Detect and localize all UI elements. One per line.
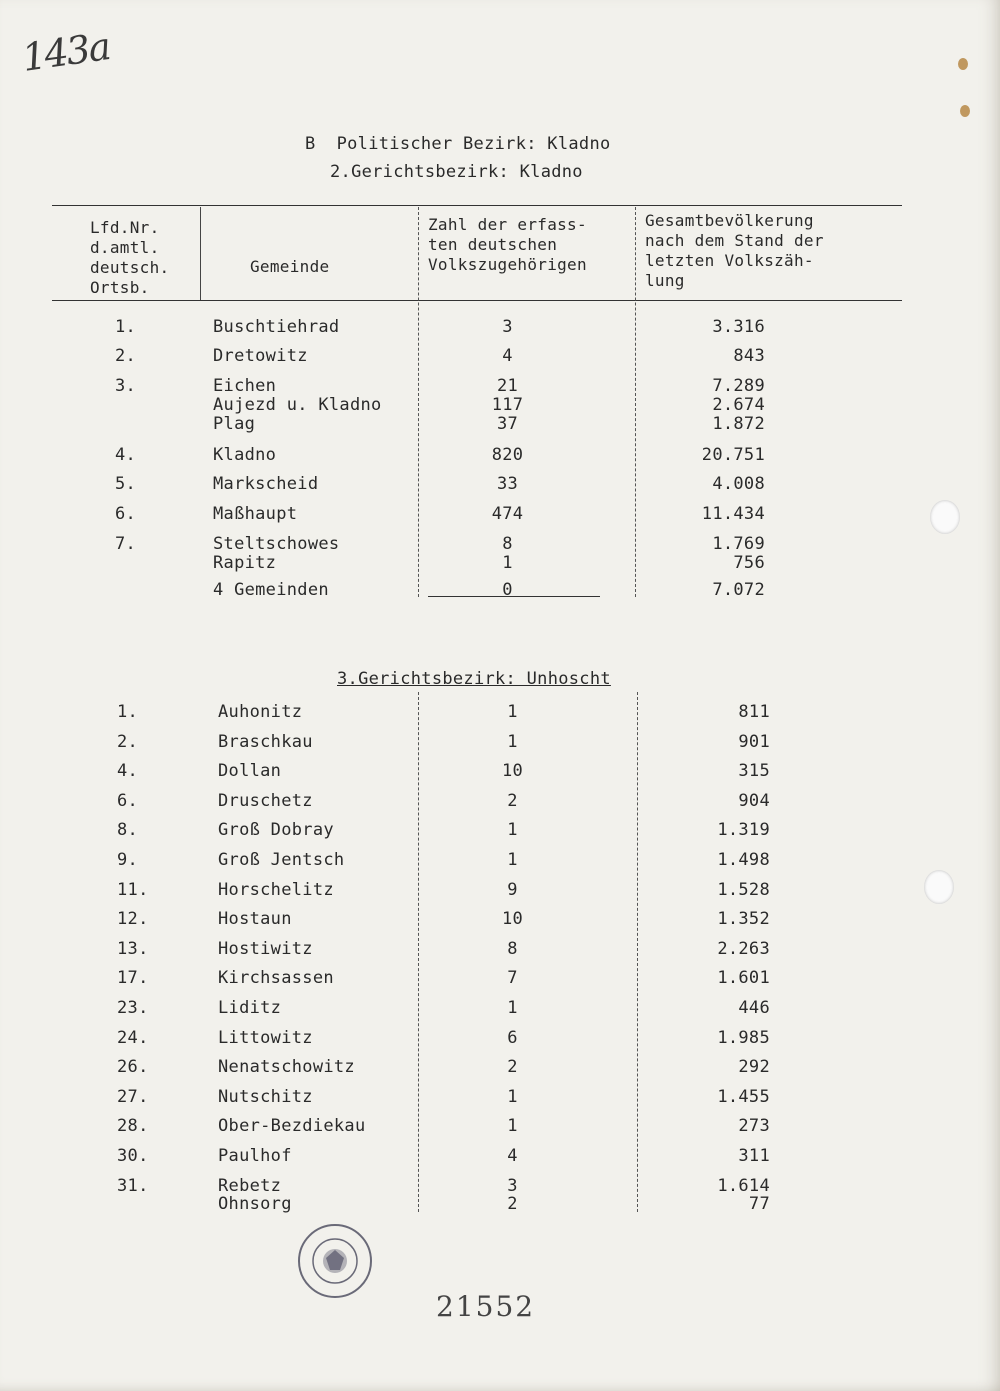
rust-spot	[958, 58, 968, 70]
total-population: 7.072	[712, 580, 765, 600]
row-number: 7.	[115, 534, 137, 554]
row-number: 11.	[117, 880, 149, 900]
german-count: 1	[507, 850, 518, 870]
gemeinde-name: Littowitz	[218, 1028, 313, 1048]
total-population: 273	[738, 1116, 770, 1136]
total-population: 1.498	[717, 850, 770, 870]
german-count: 117	[491, 395, 524, 415]
header-line: ten deutschen	[428, 235, 558, 254]
gemeinde-name: Plag	[213, 414, 256, 434]
row-number: 1.	[115, 317, 137, 337]
header-line: nach dem Stand der	[645, 231, 824, 250]
header-line: Lfd.Nr.	[90, 218, 160, 237]
total-population: 7.289	[712, 376, 765, 396]
german-count: 820	[491, 445, 524, 465]
total-population: 1.352	[717, 909, 770, 929]
row-number: 24.	[117, 1028, 149, 1048]
row-number: 4.	[117, 761, 139, 781]
gemeinde-name: Rapitz	[213, 553, 277, 573]
total-population: 1.769	[712, 534, 765, 554]
gemeinde-name: Groß Dobray	[218, 820, 334, 840]
column-rule	[637, 692, 638, 1212]
german-count: 1	[507, 1116, 518, 1136]
row-number: 12.	[117, 909, 149, 929]
german-count: 4	[502, 346, 513, 366]
row-number: 6.	[117, 791, 139, 811]
german-count: 33	[496, 474, 519, 494]
gemeinde-name: Liditz	[218, 998, 282, 1018]
gemeinde-name: Hostiwitz	[218, 939, 313, 959]
total-population: 1.601	[717, 968, 770, 988]
gemeinde-name: Aujezd u. Kladno	[213, 395, 382, 415]
row-number: 3.	[115, 376, 137, 396]
german-count: 4	[507, 1146, 518, 1166]
archive-seal-stamp	[296, 1222, 374, 1300]
row-number: 9.	[117, 850, 139, 870]
german-count: 2	[507, 1194, 518, 1214]
german-count: 3	[502, 317, 513, 337]
gemeinde-name: Markscheid	[213, 474, 319, 494]
handwritten-annotation: 143a	[19, 24, 112, 80]
german-count: 474	[491, 504, 524, 524]
total-population: 2.263	[717, 939, 770, 959]
gemeinde-name: Dretowitz	[213, 346, 308, 366]
total-population: 901	[738, 732, 770, 752]
column-rule	[635, 207, 636, 597]
row-number: 8.	[117, 820, 139, 840]
header-line: lung	[645, 271, 685, 290]
german-count: 1	[507, 732, 518, 752]
column-rule	[418, 692, 419, 1212]
row-number: 28.	[117, 1116, 149, 1136]
total-population: 904	[738, 791, 770, 811]
gemeinde-name: Dollan	[218, 761, 282, 781]
gemeinde-name: Braschkau	[218, 732, 313, 752]
gemeinde-name: Kirchsassen	[218, 968, 334, 988]
gemeinde-name: Paulhof	[218, 1146, 292, 1166]
german-count: 1	[502, 553, 513, 573]
header-line: d.amtl.	[90, 238, 160, 257]
header-bottom-rule	[52, 300, 902, 301]
total-population: 292	[738, 1057, 770, 1077]
total-population: 311	[738, 1146, 770, 1166]
row-number: 30.	[117, 1146, 149, 1166]
total-population: 811	[738, 702, 770, 722]
german-count: 37	[496, 414, 519, 434]
gemeinde-name: Kladno	[213, 445, 277, 465]
header-line: Volkszugehörigen	[428, 255, 587, 274]
gemeinde-name: Hostaun	[218, 909, 292, 929]
gemeinde-name: Steltschowes	[213, 534, 340, 554]
german-count: 1	[507, 820, 518, 840]
row-number: 23.	[117, 998, 149, 1018]
total-population: 843	[733, 346, 765, 366]
total-population: 1.528	[717, 880, 770, 900]
total-population: 1.985	[717, 1028, 770, 1048]
table-top-rule	[52, 205, 902, 206]
total-population: 2.674	[712, 395, 765, 415]
german-count: 9	[507, 880, 518, 900]
gemeinde-name: Nenatschowitz	[218, 1057, 355, 1077]
german-count: 0	[502, 580, 513, 600]
row-number: 4.	[115, 445, 137, 465]
column-rule	[418, 207, 419, 597]
row-number: 17.	[117, 968, 149, 988]
total-population: 1.872	[712, 414, 765, 434]
row-number: 6.	[115, 504, 137, 524]
gemeinde-name: Eichen	[213, 376, 277, 396]
total-population: 4.008	[712, 474, 765, 494]
german-count: 1	[507, 702, 518, 722]
district-heading-kladno: 2.Gerichtsbezirk: Kladno	[330, 162, 583, 182]
german-count: 7	[507, 968, 518, 988]
gemeinde-name: Auhonitz	[218, 702, 303, 722]
archive-number: 21552	[436, 1290, 536, 1323]
punch-hole	[924, 870, 954, 904]
gemeinde-name: Druschetz	[218, 791, 313, 811]
row-number: 27.	[117, 1087, 149, 1107]
punch-hole	[930, 500, 960, 534]
district-heading-unhoscht: 3.Gerichtsbezirk: Unhoscht	[337, 669, 611, 689]
german-count: 2	[507, 791, 518, 811]
german-count: 3	[507, 1176, 518, 1196]
row-number: 31.	[117, 1176, 149, 1196]
total-population: 1.455	[717, 1087, 770, 1107]
german-count: 6	[507, 1028, 518, 1048]
row-number: 13.	[117, 939, 149, 959]
rust-spot	[960, 105, 970, 117]
total-population: 446	[738, 998, 770, 1018]
gemeinde-name: Ober-Bezdiekau	[218, 1116, 366, 1136]
german-count: 8	[507, 939, 518, 959]
german-count: 10	[501, 909, 524, 929]
gemeinde-name: Groß Jentsch	[218, 850, 345, 870]
german-count: 1	[507, 998, 518, 1018]
gemeinde-name: Ohnsorg	[218, 1194, 292, 1214]
total-population: 20.751	[701, 445, 765, 465]
total-population: 77	[748, 1194, 770, 1214]
document-title: B Politischer Bezirk: Kladno	[305, 134, 611, 154]
german-count: 2	[507, 1057, 518, 1077]
gemeinde-name: Nutschitz	[218, 1087, 313, 1107]
header-line: Ortsb.	[90, 278, 150, 297]
german-count: 10	[501, 761, 524, 781]
header-line: letzten Volkszäh-	[645, 251, 814, 270]
row-number: 26.	[117, 1057, 149, 1077]
german-count: 8	[502, 534, 513, 554]
total-population: 3.316	[712, 317, 765, 337]
row-number: 5.	[115, 474, 137, 494]
total-population: 315	[738, 761, 770, 781]
header-line: Gemeinde	[250, 257, 330, 276]
gemeinde-name: 4 Gemeinden	[213, 580, 329, 600]
row-number: 2.	[115, 346, 137, 366]
column-rule	[200, 207, 201, 300]
header-line: Gesamtbevölkerung	[645, 211, 814, 230]
total-population: 1.614	[717, 1176, 770, 1196]
gemeinde-name: Buschtiehrad	[213, 317, 340, 337]
gemeinde-name: Rebetz	[218, 1176, 282, 1196]
gemeinde-name: Maßhaupt	[213, 504, 298, 524]
header-line: Zahl der erfass-	[428, 215, 587, 234]
total-population: 756	[733, 553, 765, 573]
total-population: 11.434	[701, 504, 765, 524]
german-count: 21	[496, 376, 519, 396]
row-number: 2.	[117, 732, 139, 752]
german-count: 1	[507, 1087, 518, 1107]
header-line: deutsch.	[90, 258, 170, 277]
gemeinde-name: Horschelitz	[218, 880, 334, 900]
total-population: 1.319	[717, 820, 770, 840]
row-number: 1.	[117, 702, 139, 722]
